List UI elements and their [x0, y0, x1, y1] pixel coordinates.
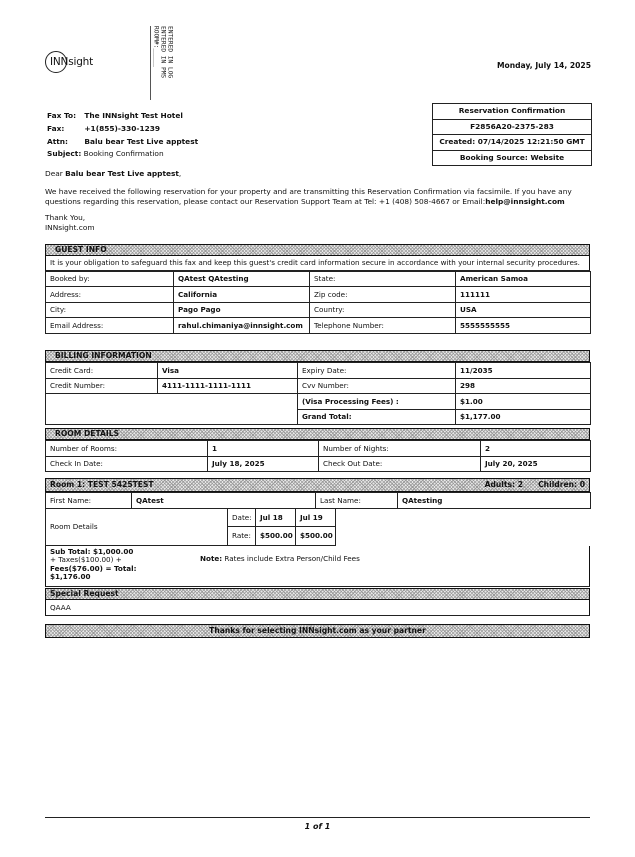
table-row — [46, 394, 591, 410]
billing-heading-text: BILLING INFORMATION — [55, 351, 152, 360]
document-date: Monday, July 14, 2025 — [496, 61, 591, 70]
table-row — [46, 271, 591, 287]
date-jul-18: Jul 18 — [256, 508, 296, 527]
letter-closing — [45, 213, 590, 234]
room-1-subtotal — [50, 548, 170, 582]
check-out-value: July 20, 2025 — [481, 456, 591, 472]
city-value: Pago Pago — [174, 302, 310, 318]
credit-number-value: 4111-1111-1111-1111 — [158, 378, 298, 394]
letter-body — [45, 187, 590, 208]
fax-to-value: The INNsight Test Hotel — [84, 111, 183, 120]
attn-value: Balu bear Test Live apptest — [84, 136, 199, 146]
guest-info-table — [45, 271, 591, 334]
fax-number-label: Fax: — [47, 123, 65, 133]
zip-value: 111111 — [456, 287, 591, 303]
attn-label: Attn: — [47, 136, 69, 146]
table-row — [46, 441, 591, 457]
telephone-label: Telephone Number: — [310, 318, 456, 334]
room-details-label: Room Details — [46, 508, 228, 545]
room-1-rates-table — [45, 508, 591, 546]
note-text: Rates include Extra Person/Child Fees — [222, 553, 360, 563]
room-details-section — [45, 428, 590, 472]
country-label: Country: — [310, 302, 456, 318]
room-1-adults: Adults: 2 — [484, 480, 523, 489]
note-label: Note: — [200, 553, 223, 563]
city-label: City: — [46, 302, 174, 318]
room-1-totals — [45, 546, 590, 587]
rooms-value: 1 — [208, 441, 319, 457]
state-label: State: — [310, 271, 456, 287]
date-label: Date: — [228, 508, 256, 527]
billing-section — [45, 350, 590, 425]
subject-value: Booking Confirmation — [83, 149, 164, 159]
table-row — [46, 493, 591, 509]
fax-to-label: Fax To: — [47, 111, 77, 120]
salutation-suffix: , — [178, 169, 182, 178]
room-1-name-table — [45, 492, 591, 509]
salutation — [45, 169, 590, 179]
fees-line: Fees($76.00) = Total: — [50, 563, 137, 573]
nights-value: 2 — [481, 441, 591, 457]
email-label: Email Address: — [46, 318, 174, 334]
address-value: California — [174, 287, 310, 303]
guest-info-notice: It is your obligation to safeguard this fax and keep this guest's credit card information secure in accordance with your internal security procedures. — [45, 256, 590, 271]
expiry-label: Expiry Date: — [298, 363, 456, 379]
footer-divider — [45, 817, 590, 818]
last-name-value: QAtesting — [398, 493, 591, 509]
closing-signature: INNsight.com — [45, 223, 95, 233]
special-request-heading — [45, 588, 590, 600]
stamp-line-1: ENTERED IN LOG — [166, 26, 174, 79]
stamp-bar — [150, 26, 151, 100]
guest-info-heading — [45, 244, 590, 256]
email-value: rahul.chimaniya@innsight.com — [174, 318, 310, 334]
credit-card-label: Credit Card: — [46, 363, 158, 379]
taxes-text: + Taxes($100.00) + — [50, 555, 122, 565]
billing-heading — [45, 350, 590, 362]
room-1-heading — [45, 478, 590, 492]
room-1-children: Children: 0 — [538, 480, 585, 489]
fax-number-value: +1(855)-330-1239 — [84, 123, 161, 133]
subject-label: Subject: — [47, 149, 82, 159]
reservation-number: F2856A20-2375-283 — [433, 120, 591, 136]
innsight-logo — [45, 50, 105, 76]
billing-table — [45, 362, 591, 425]
page-number: 1 of 1 — [304, 822, 331, 831]
rate-jul-18: $500.00 — [256, 527, 296, 546]
address-label: Address: — [46, 287, 174, 303]
stamp-line-2: ENTERED IN PMS — [159, 26, 167, 79]
cvv-value: 298 — [456, 378, 591, 394]
grand-total-label: Grand Total: — [298, 409, 456, 425]
fax-header — [47, 110, 198, 161]
letter-body-text: We have received the following reservation for your property and are transmitting this Reservation Confirmation via facsimile. If you have any questions regarding this reservation, please contact our Reservation Support Team at Tel: +1 (408) 508-4667 or Email: — [45, 187, 572, 207]
guest-info-section — [45, 244, 590, 334]
table-row — [46, 508, 591, 527]
room-1-section — [45, 478, 590, 587]
room-details-heading-text: ROOM DETAILS — [55, 429, 120, 438]
table-row — [46, 363, 591, 379]
credit-number-label: Credit Number: — [46, 378, 158, 394]
processing-fee-label: (Visa Processing Fees) : — [298, 394, 456, 410]
table-row — [46, 287, 591, 303]
special-request-text: QAAA — [45, 600, 590, 616]
special-request-section — [45, 588, 590, 616]
room-1-title: Room 1: TEST 5425TEST — [50, 480, 154, 489]
check-out-label: Check Out Date: — [319, 456, 481, 472]
table-row — [46, 302, 591, 318]
reservation-confirmation-box — [432, 103, 592, 166]
rooms-label: Number of Rooms: — [46, 441, 208, 457]
total-line: $1,176.00 — [50, 572, 91, 582]
closing-thanks: Thank You, — [45, 213, 86, 222]
booked-by-value: QAtest QAtesting — [174, 271, 310, 287]
thanks-bar: Thanks for selecting INNsight.com as your partner — [45, 624, 590, 638]
processing-fee-value: $1.00 — [456, 394, 591, 410]
credit-card-value: Visa — [158, 363, 298, 379]
expiry-value: 11/2035 — [456, 363, 591, 379]
table-row — [46, 456, 591, 472]
rate-jul-19: $500.00 — [296, 527, 336, 546]
table-row — [46, 318, 591, 334]
entry-stamp — [150, 26, 174, 101]
telephone-value: 5555555555 — [456, 318, 591, 334]
table-row — [46, 378, 591, 394]
nights-label: Number of Nights: — [319, 441, 481, 457]
state-value: American Samoa — [456, 271, 591, 287]
grand-total-value: $1,177.00 — [456, 409, 591, 425]
last-name-label: Last Name: — [316, 493, 398, 509]
reservation-created: Created: 07/14/2025 12:21:50 GMT — [433, 135, 591, 151]
zip-label: Zip code: — [310, 287, 456, 303]
first-name-value: QAtest — [132, 493, 316, 509]
guest-info-heading-text: GUEST INFO — [55, 245, 107, 254]
salutation-name: Balu bear Test Live apptest — [65, 169, 179, 178]
cvv-label: Cvv Number: — [298, 378, 456, 394]
room-details-table — [45, 440, 591, 472]
salutation-prefix: Dear — [45, 169, 66, 178]
room-details-heading — [45, 428, 590, 440]
rate-note — [200, 554, 360, 563]
rate-label: Rate: — [228, 527, 256, 546]
booking-source: Booking Source: Website — [459, 152, 565, 162]
rates-blank-cell — [336, 508, 591, 545]
billing-blank-cell — [46, 394, 298, 425]
reservation-box-title: Reservation Confirmation — [433, 104, 591, 120]
country-value: USA — [456, 302, 591, 318]
support-email: help@innsight.com — [485, 197, 565, 207]
subtotal-line: Sub Total: $1,000.00 — [50, 546, 134, 556]
check-in-label: Check In Date: — [46, 456, 208, 472]
date-jul-19: Jul 19 — [296, 508, 336, 527]
stamp-line-3: ROOM#:_____ — [152, 26, 160, 67]
check-in-value: July 18, 2025 — [208, 456, 319, 472]
special-request-heading-text: Special Request — [50, 589, 119, 598]
logo-text: INNsight — [50, 56, 94, 68]
first-name-label: First Name: — [46, 493, 132, 509]
booked-by-label: Booked by: — [46, 271, 174, 287]
